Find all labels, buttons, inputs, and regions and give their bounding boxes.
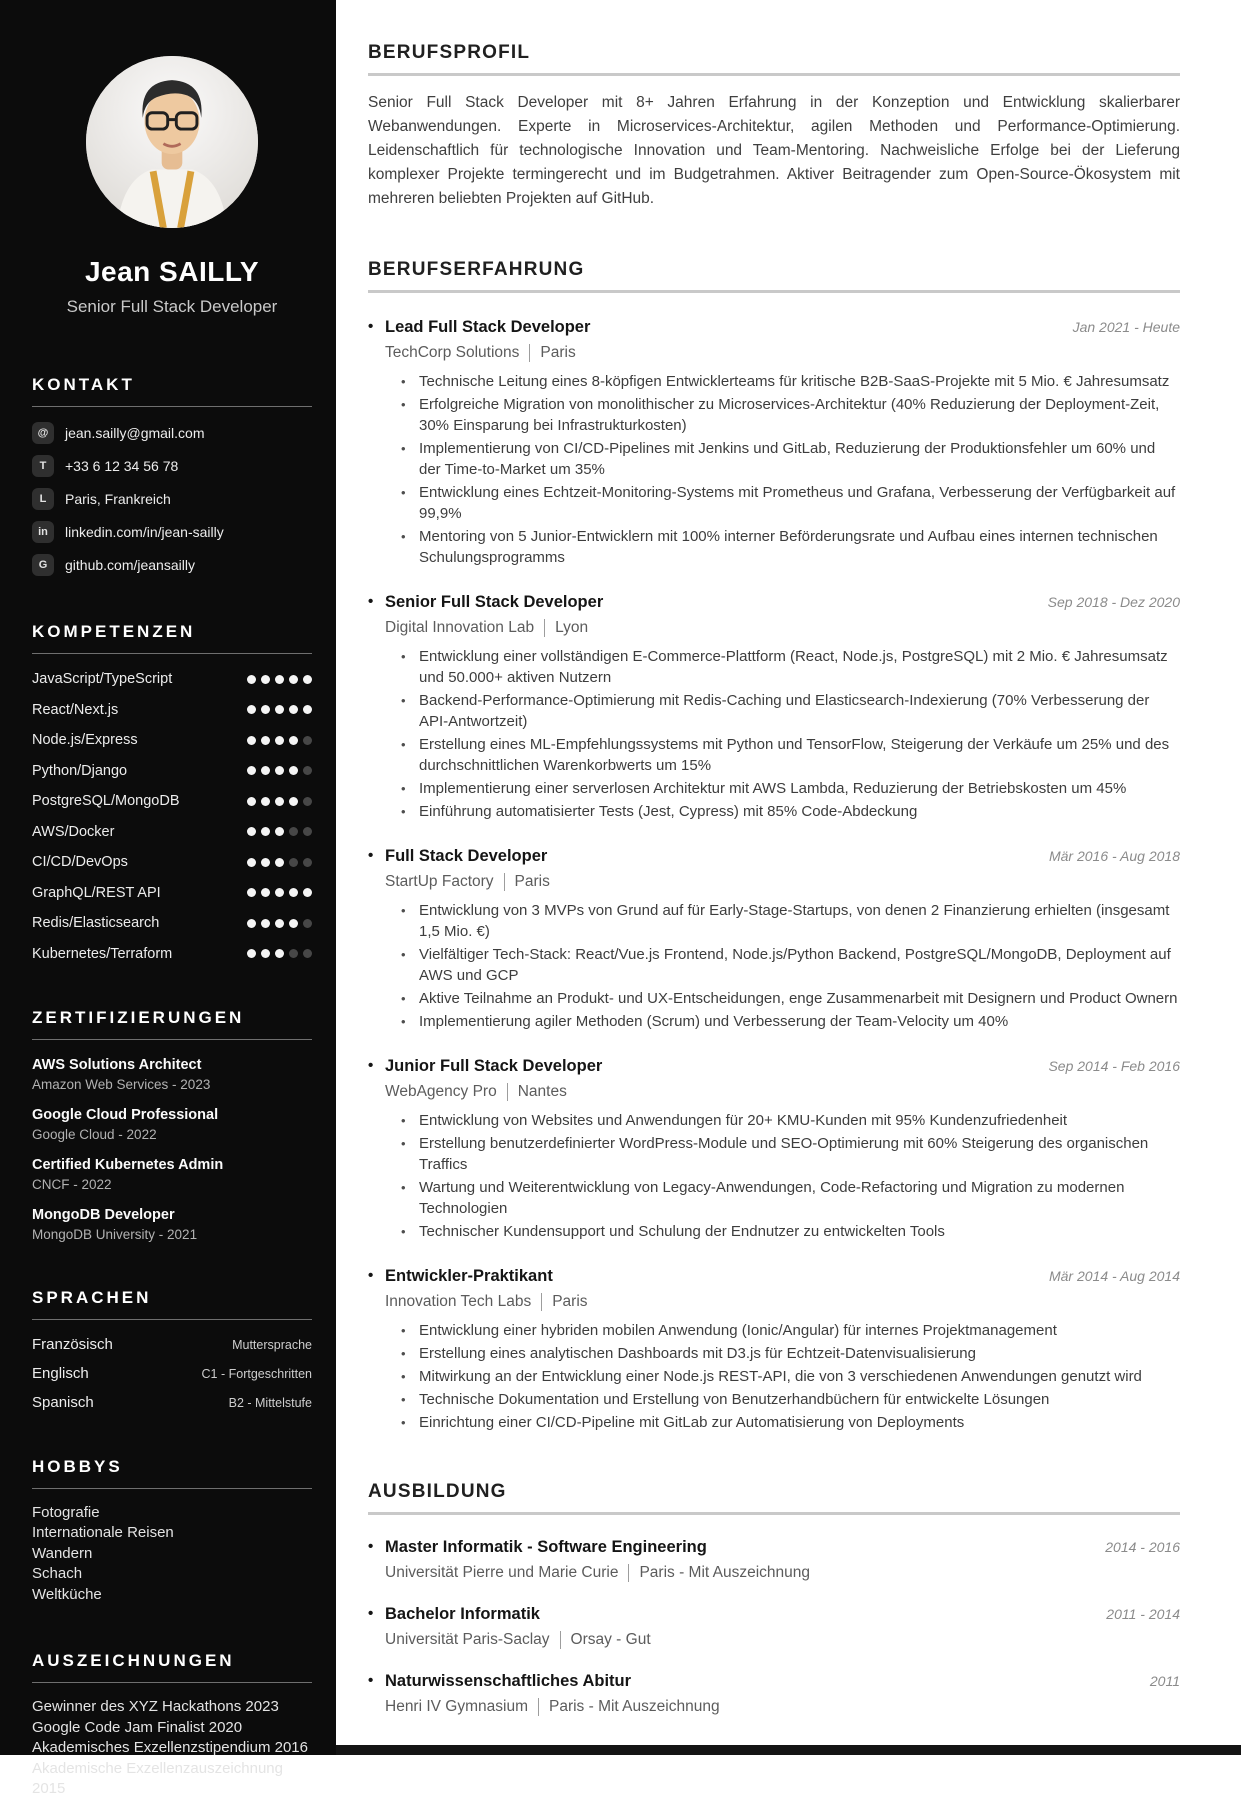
skill-dot — [261, 858, 270, 867]
job-bullets — [400, 1320, 1180, 1433]
profile-section — [368, 42, 1180, 211]
skill-dot — [289, 919, 298, 928]
skill-dot — [247, 919, 256, 928]
skill-label: React/Next.js — [32, 701, 119, 718]
heading-rule — [368, 290, 1180, 293]
education-school-line — [385, 1631, 1180, 1649]
skill-dot — [275, 827, 284, 836]
education-section — [368, 1481, 1180, 1716]
education-dates: 2011 - 2014 — [1106, 1606, 1180, 1622]
skills-heading: KOMPETENZEN — [32, 622, 312, 654]
job-header — [368, 593, 1180, 612]
skill-dot — [303, 858, 312, 867]
contact-value: Paris, Frankreich — [65, 491, 171, 507]
awards-section — [32, 1651, 312, 1800]
job-bullets — [400, 371, 1180, 568]
skill-dot — [303, 949, 312, 958]
skill-label: Redis/Elasticsearch — [32, 915, 160, 931]
main-content — [336, 0, 1241, 1755]
skill-dot — [275, 675, 284, 684]
job-company-line — [385, 1293, 1180, 1311]
skill-dot — [275, 797, 284, 806]
experience-section — [368, 259, 1180, 1433]
job-company: Innovation Tech Labs — [385, 1293, 532, 1310]
job-location: Paris — [540, 344, 576, 361]
skill-rating — [247, 797, 312, 806]
skill-dot — [289, 888, 298, 897]
education-detail: Orsay - Gut — [570, 1631, 651, 1648]
skill-dot — [247, 705, 256, 714]
certification-issuer: Google Cloud - 2022 — [32, 1126, 157, 1142]
skill-item — [32, 824, 312, 840]
job-company-line — [385, 619, 1180, 637]
education-entry — [368, 1538, 1180, 1582]
github-icon: G — [32, 554, 54, 576]
job-bullets — [400, 900, 1180, 1032]
job-bullet: • Erstellung eines analytischen Dashboards mit D3.js für Echtzeit-Datenvisualisierung — [400, 1343, 1180, 1364]
job-company-line — [385, 873, 1180, 891]
separator — [541, 1293, 542, 1311]
skill-item — [32, 915, 312, 931]
location-icon: L — [32, 488, 54, 510]
heading-rule — [368, 73, 1180, 76]
job-entry — [368, 1267, 1180, 1433]
skill-dot — [303, 797, 312, 806]
job-bullet: • Implementierung agiler Methoden (Scrum) und Verbesserung der Team-Velocity um 40% — [400, 1011, 1180, 1032]
language-item — [32, 1394, 312, 1411]
skill-rating — [247, 858, 312, 867]
job-bullet: • Mitwirkung an der Entwicklung einer Node.js REST-API, die von 3 verschiedenen Anwendungen genutzt wird — [400, 1366, 1180, 1387]
certification-item — [32, 1207, 312, 1242]
job-header — [368, 318, 1180, 337]
skill-dot — [247, 949, 256, 958]
skill-dot — [303, 827, 312, 836]
job-bullet: • Erfolgreiche Migration von monolithischer zu Microservices-Architektur (40% Reduzierung der Deployment-Zeit, 30% Einsparung bei Infrastrukturkosten) — [400, 394, 1180, 436]
award-item: Gewinner des XYZ Hackathons 2023 — [32, 1698, 279, 1715]
job-bullet: • Einrichtung einer CI/CD-Pipeline mit GitLab zur Automatisierung von Deployments — [400, 1412, 1180, 1433]
language-name: Französisch — [32, 1335, 113, 1353]
experience-heading: BERUFSERFAHRUNG — [368, 259, 585, 280]
job-bullets — [400, 646, 1180, 822]
education-school: Henri IV Gymnasium — [385, 1698, 528, 1715]
certifications-heading: ZERTIFIZIERUNGEN — [32, 1008, 312, 1040]
skill-dot — [275, 766, 284, 775]
skill-item — [32, 885, 312, 901]
skill-item — [32, 763, 312, 779]
job-company-line — [385, 344, 1180, 362]
job-bullet: • Entwicklung einer hybriden mobilen Anwendung (Ionic/Angular) für internes Projektmanagement — [400, 1320, 1180, 1341]
skill-dot — [289, 827, 298, 836]
contact-item — [32, 554, 312, 576]
skill-dot — [247, 766, 256, 775]
linkedin-icon: in — [32, 521, 54, 543]
contact-value: linkedin.com/in/jean-sailly — [65, 524, 224, 540]
contact-heading: KONTAKT — [32, 375, 312, 407]
job-bullet: • Wartung und Weiterentwicklung von Legacy-Anwendungen, Code-Refactoring und Migration zu modernen Technologien — [400, 1177, 1180, 1219]
language-level: C1 - Fortgeschritten — [201, 1366, 312, 1381]
job-list — [368, 318, 1180, 1433]
job-company: StartUp Factory — [385, 873, 494, 890]
award-item: Google Code Jam Finalist 2020 — [32, 1718, 243, 1736]
phone-icon: T — [32, 455, 54, 477]
education-header — [368, 1672, 1180, 1691]
footer-bar — [336, 1745, 1241, 1755]
skill-dot — [247, 736, 256, 745]
job-entry — [368, 318, 1180, 568]
skill-dot — [261, 766, 270, 775]
awards-heading: AUSZEICHNUNGEN — [32, 1651, 312, 1683]
skill-dot — [275, 888, 284, 897]
skill-dot — [261, 888, 270, 897]
education-entry — [368, 1672, 1180, 1716]
contact-item — [32, 455, 312, 477]
job-header — [368, 1267, 1180, 1286]
contact-value: jean.sailly@gmail.com — [65, 425, 205, 441]
job-title: • Senior Full Stack Developer — [368, 593, 603, 612]
education-school: Universität Pierre und Marie Curie — [385, 1564, 619, 1581]
certification-name: MongoDB Developer — [32, 1206, 175, 1223]
job-bullet: • Implementierung einer serverlosen Architektur mit AWS Lambda, Reduzierung der Betriebskosten um 45% — [400, 778, 1180, 799]
skill-dot — [303, 675, 312, 684]
education-detail: Paris - Mit Auszeichnung — [639, 1564, 811, 1581]
skill-label: PostgreSQL/MongoDB — [32, 793, 180, 809]
education-degree: • Bachelor Informatik — [368, 1605, 540, 1624]
skill-item — [32, 854, 312, 870]
contact-value: +33 6 12 34 56 78 — [65, 458, 179, 474]
contact-section — [32, 375, 312, 576]
skill-rating — [247, 766, 312, 775]
contact-item — [32, 422, 312, 444]
education-dates: 2014 - 2016 — [1105, 1539, 1180, 1555]
skill-label: JavaScript/TypeScript — [32, 671, 173, 687]
skill-rating — [247, 675, 312, 684]
education-degree: • Master Informatik - Software Engineering — [368, 1538, 707, 1557]
education-entry — [368, 1605, 1180, 1649]
job-bullet: • Implementierung von CI/CD-Pipelines mit Jenkins und GitLab, Reduzierung der Produktionsfehler um 60% und der Time-to-Market um 35% — [400, 438, 1180, 480]
certification-name: AWS Solutions Architect — [32, 1056, 202, 1073]
job-company: WebAgency Pro — [385, 1083, 497, 1100]
separator — [544, 619, 545, 637]
separator — [628, 1564, 629, 1582]
job-bullet: • Technische Leitung eines 8-köpfigen Entwicklerteams für kritische B2B-SaaS-Projekte mit 5 Mio. € Jahresumsatz — [400, 371, 1180, 392]
skill-rating — [247, 888, 312, 897]
skill-item — [32, 946, 312, 962]
certification-item — [32, 1157, 312, 1192]
job-bullet: • Entwicklung einer vollständigen E-Commerce-Plattform (React, Node.js, PostgreSQL) mit 2 Mio. € Jahresumsatz und 50.000+ aktiven Nutzern — [400, 646, 1180, 688]
job-dates: Mär 2014 - Aug 2014 — [1048, 1268, 1180, 1284]
skill-label: CI/CD/DevOps — [32, 854, 128, 870]
person-title: Senior Full Stack Developer — [66, 297, 278, 316]
job-dates: Sep 2018 - Dez 2020 — [1047, 594, 1180, 610]
profile-photo — [86, 56, 258, 228]
separator — [538, 1698, 539, 1716]
job-header — [368, 1057, 1180, 1076]
job-bullet: • Entwicklung von 3 MVPs von Grund auf für Early-Stage-Startups, von denen 2 Finanzierung erhielten (insgesamt 1,5 Mio. €) — [400, 900, 1180, 942]
language-name: Englisch — [32, 1364, 89, 1382]
job-title: • Full Stack Developer — [368, 847, 547, 866]
job-company-line — [385, 1083, 1180, 1101]
certification-item — [32, 1057, 312, 1092]
award-item: Akademisches Exzellenzstipendium 2016 — [32, 1739, 308, 1756]
skill-label: AWS/Docker — [32, 823, 115, 840]
education-school-line — [385, 1698, 1180, 1716]
job-header — [368, 847, 1180, 866]
education-dates: 2011 — [1149, 1673, 1180, 1689]
skill-dot — [275, 705, 284, 714]
skill-dot — [303, 766, 312, 775]
job-location: Nantes — [517, 1083, 567, 1100]
skills-list — [32, 671, 312, 962]
skill-label: Node.js/Express — [32, 732, 138, 748]
job-dates: Jan 2021 - Heute — [1072, 319, 1180, 335]
skill-label: GraphQL/REST API — [32, 884, 161, 901]
job-bullet: • Technische Dokumentation und Erstellung von Benutzerhandbüchern für entwickelte Lösungen — [400, 1389, 1180, 1410]
language-item — [32, 1365, 312, 1382]
languages-section — [32, 1288, 312, 1411]
job-entry — [368, 593, 1180, 822]
contact-item — [32, 488, 312, 510]
skill-dot — [247, 675, 256, 684]
job-dates: Sep 2014 - Feb 2016 — [1048, 1058, 1180, 1074]
skill-dot — [289, 949, 298, 958]
skill-dot — [275, 949, 284, 958]
skill-rating — [247, 827, 312, 836]
education-degree: • Naturwissenschaftliches Abitur — [368, 1672, 631, 1691]
languages-heading: SPRACHEN — [32, 1288, 312, 1320]
contact-value: github.com/jeansailly — [65, 557, 195, 573]
education-heading: AUSBILDUNG — [368, 1481, 507, 1502]
job-bullet: • Entwicklung von Websites und Anwendungen für 20+ KMU-Kunden mit 95% Kundenzufriedenheit — [400, 1110, 1180, 1131]
hobby-item: Weltküche — [32, 1585, 102, 1603]
skill-dot — [261, 827, 270, 836]
skill-dot — [289, 797, 298, 806]
skill-rating — [247, 736, 312, 745]
skill-dot — [261, 949, 270, 958]
certification-item — [32, 1107, 312, 1142]
certifications-section — [32, 1008, 312, 1242]
skill-item — [32, 732, 312, 748]
skill-dot — [289, 858, 298, 867]
skill-dot — [303, 736, 312, 745]
education-school-line — [385, 1564, 1180, 1582]
person-name: Jean SAILLY — [84, 256, 260, 287]
skill-dot — [289, 766, 298, 775]
skill-rating — [247, 919, 312, 928]
sidebar — [0, 0, 336, 1797]
job-company: TechCorp Solutions — [385, 344, 520, 361]
language-item — [32, 1336, 312, 1353]
award-item: Akademische Exzellenzauszeichnung 2015 — [32, 1759, 283, 1797]
certification-name: Google Cloud Professional — [32, 1106, 219, 1123]
skill-dot — [261, 705, 270, 714]
job-bullets — [400, 1110, 1180, 1242]
education-header — [368, 1538, 1180, 1557]
job-bullet: • Mentoring von 5 Junior-Entwicklern mit 100% interner Beförderungsrate und Aufbau eines internen technischen Schulungsprogramms — [400, 526, 1180, 568]
awards-list — [32, 1697, 312, 1800]
education-header — [368, 1605, 1180, 1624]
email-icon: @ — [32, 422, 54, 444]
skill-dot — [289, 705, 298, 714]
job-bullet: • Entwicklung eines Echtzeit-Monitoring-Systems mit Prometheus und Grafana, Verbesserung der Verfügbarkeit auf 99,9% — [400, 482, 1180, 524]
hobby-item: Wandern — [32, 1544, 93, 1562]
skill-rating — [247, 705, 312, 714]
hobbies-heading: HOBBYS — [32, 1457, 312, 1489]
skill-item — [32, 793, 312, 809]
language-name: Spanisch — [32, 1393, 94, 1411]
skills-section — [32, 622, 312, 962]
language-level: Muttersprache — [232, 1337, 312, 1352]
job-bullet: • Aktive Teilnahme an Produkt- und UX-Entscheidungen, enge Zusammenarbeit mit Designern und Product Ownern — [400, 988, 1180, 1009]
job-bullet: • Erstellung benutzerdefinierter WordPress-Module und SEO-Optimierung mit 60% Steigerung des organischen Traffics — [400, 1133, 1180, 1175]
job-bullet: • Backend-Performance-Optimierung mit Redis-Caching und Elasticsearch-Indexierung (70% Verbesserung der API-Antwortzeit) — [400, 690, 1180, 732]
profile-heading: BERUFSPROFIL — [368, 42, 531, 63]
education-detail: Paris - Mit Auszeichnung — [548, 1698, 720, 1715]
contact-list — [32, 422, 312, 576]
contact-item — [32, 521, 312, 543]
skill-dot — [247, 797, 256, 806]
profile-text: Senior Full Stack Developer mit 8+ Jahren Erfahrung in der Konzeption und Entwicklung skalierbarer Webanwendungen. Experte in Microservices-Architektur, agilen Methoden und Performance-Optimierung. Leidenschaftlich für technologische Innovation und Team-Mentoring. Nachweisliche Erfolge bei der Lieferung komplexer Projekte termingerecht und im Budgetrahmen. Aktiver Beitragender zum Open-Source-Ökosystem mit mehreren beliebten Projekten auf GitHub. — [368, 94, 1180, 207]
certification-issuer: Amazon Web Services - 2023 — [32, 1076, 211, 1092]
skill-dot — [247, 858, 256, 867]
certification-name: Certified Kubernetes Admin — [32, 1156, 224, 1173]
skill-rating — [247, 949, 312, 958]
certifications-list — [32, 1057, 312, 1242]
job-title: • Entwickler-Praktikant — [368, 1267, 553, 1286]
hobbies-section — [32, 1457, 312, 1606]
skill-dot — [275, 736, 284, 745]
skill-dot — [247, 827, 256, 836]
job-bullet: • Vielfältiger Tech-Stack: React/Vue.js Frontend, Node.js/Python Backend, PostgreSQL/MongoDB, Deployment auf AWS und GCP — [400, 944, 1180, 986]
job-bullet: • Einführung automatisierter Tests (Jest, Cypress) mit 85% Code-Abdeckung — [400, 801, 1180, 822]
separator — [504, 873, 505, 891]
job-entry — [368, 1057, 1180, 1242]
job-location: Paris — [552, 1293, 588, 1310]
job-bullet: • Erstellung eines ML-Empfehlungssystems mit Python und TensorFlow, Steigerung der Verkäufe um 25% und des durchschnittlichen Warenkorbwerts um 15% — [400, 734, 1180, 776]
skill-dot — [303, 705, 312, 714]
hobbies-list — [32, 1503, 312, 1606]
separator — [560, 1631, 561, 1649]
job-title: • Junior Full Stack Developer — [368, 1057, 602, 1076]
hobby-item: Fotografie — [32, 1503, 100, 1521]
skill-label: Python/Django — [32, 762, 128, 779]
skill-dot — [261, 675, 270, 684]
certification-issuer: CNCF - 2022 — [32, 1176, 112, 1192]
separator — [529, 344, 530, 362]
skill-item — [32, 702, 312, 718]
skill-dot — [261, 919, 270, 928]
job-dates: Mär 2016 - Aug 2018 — [1048, 848, 1180, 864]
education-school: Universität Paris-Saclay — [385, 1631, 550, 1648]
profile-photo-wrap — [32, 56, 312, 228]
certification-issuer: MongoDB University - 2021 — [32, 1226, 198, 1242]
job-location: Paris — [514, 873, 550, 890]
skill-dot — [289, 675, 298, 684]
skill-label: Kubernetes/Terraform — [32, 945, 173, 962]
job-location: Lyon — [555, 619, 589, 636]
skill-dot — [303, 919, 312, 928]
separator — [507, 1083, 508, 1101]
education-list — [368, 1538, 1180, 1716]
heading-rule — [368, 1512, 1180, 1515]
job-bullet: • Technischer Kundensupport und Schulung der Endnutzer zu entwickelten Tools — [400, 1221, 1180, 1242]
languages-list — [32, 1336, 312, 1411]
hobby-item: Internationale Reisen — [32, 1524, 174, 1541]
skill-dot — [289, 736, 298, 745]
skill-dot — [247, 888, 256, 897]
skill-dot — [275, 919, 284, 928]
portrait-illustration — [86, 56, 258, 228]
job-company: Digital Innovation Lab — [385, 619, 535, 636]
hobby-item: Schach — [32, 1565, 83, 1582]
skill-dot — [261, 736, 270, 745]
skill-dot — [275, 858, 284, 867]
skill-item — [32, 671, 312, 687]
job-entry — [368, 847, 1180, 1032]
language-level: B2 - Mittelstufe — [228, 1395, 312, 1410]
skill-dot — [261, 797, 270, 806]
job-title: • Lead Full Stack Developer — [368, 318, 590, 337]
skill-dot — [303, 888, 312, 897]
